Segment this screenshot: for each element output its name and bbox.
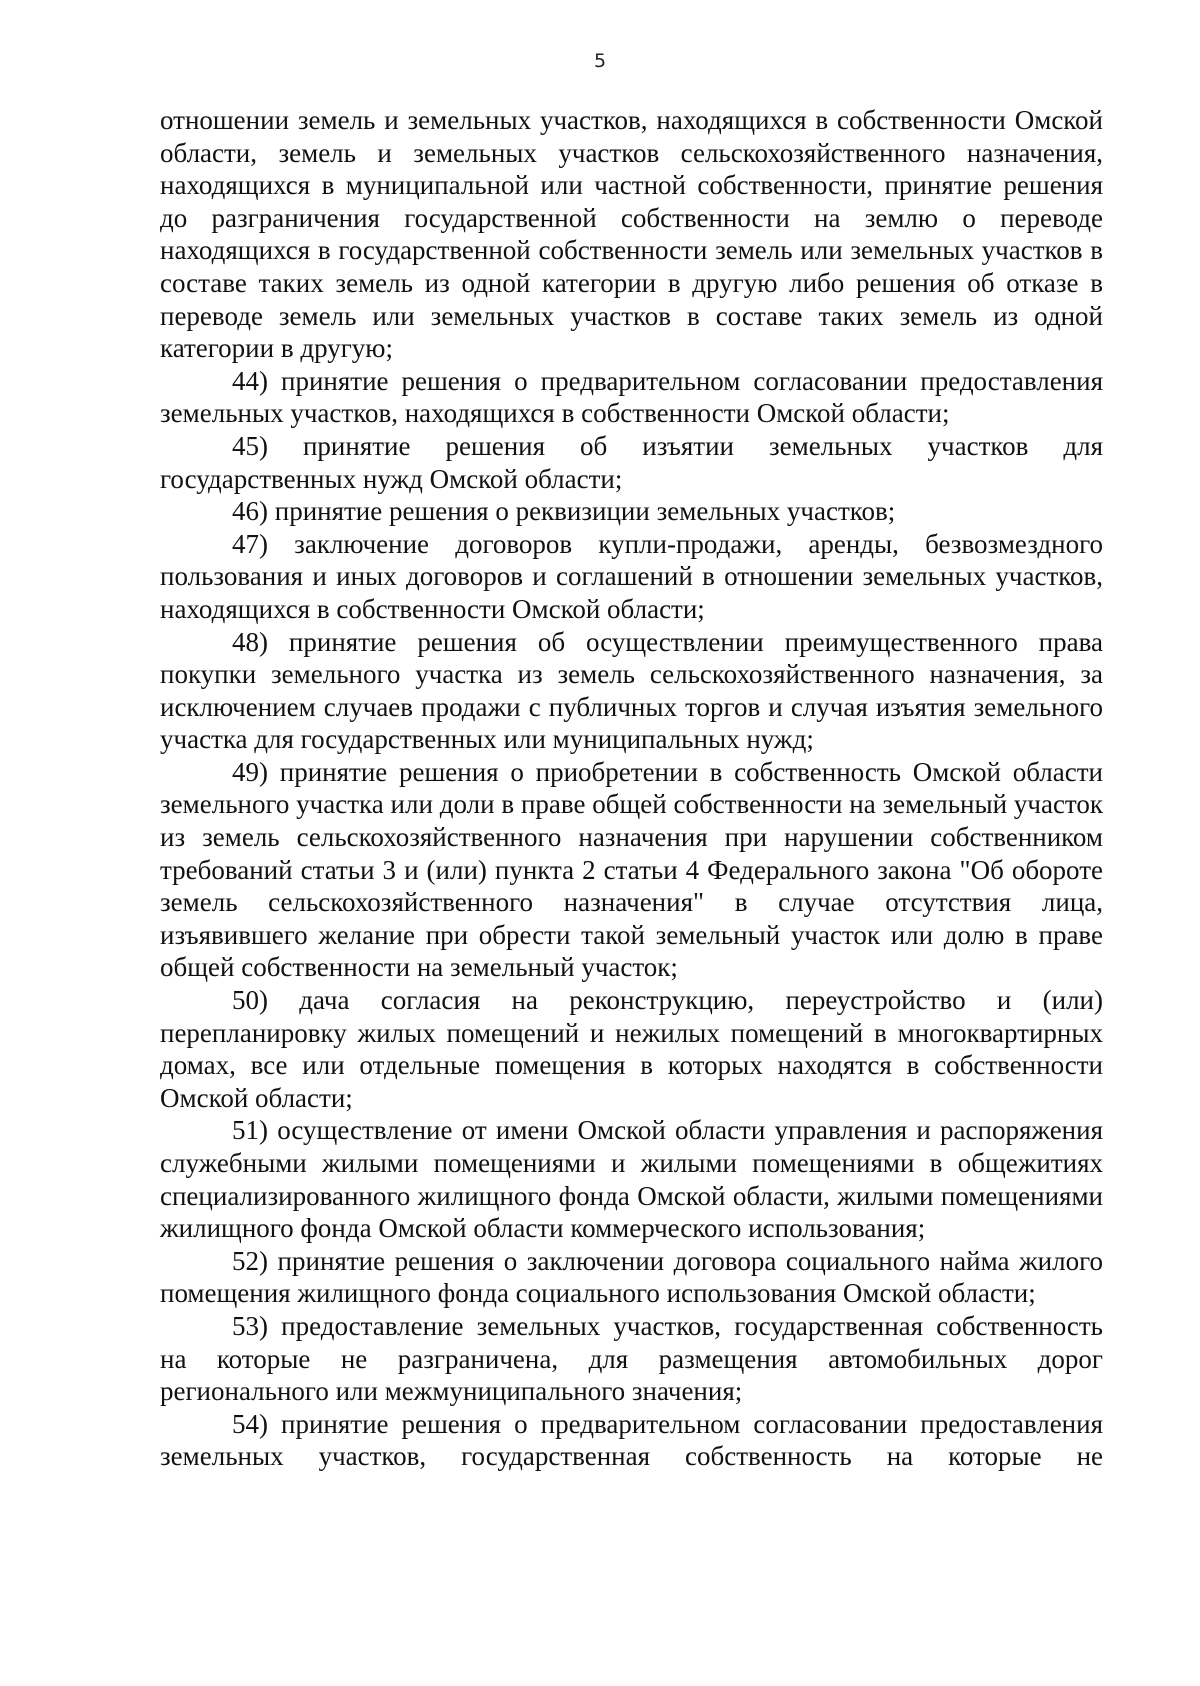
document-body xyxy=(160,104,1103,1473)
paragraph-item-50: 50) дача согласия на реконструкцию, переустройство и (или) перепланировку жилых помещений и нежилых помещений в многоквартирных домах, все или отдельные помещения в которых находятся в собственности Омской области; xyxy=(160,985,1103,1113)
paragraph-item-52: 52) принятие решения о заключении договора социального найма жилого помещения жилищного фонда социального использования Омской области; xyxy=(160,1245,1103,1309)
paragraph-continuation: отношении земель и земельных участков, находящихся в собственности Омской области, земель и земельных участков сельскохозяйственного назначения, находящихся в муниципальной или частной собственности, принятие решения до разграничения государственной собственности на землю о переводе находящихся в государственной собственности земель или земельных участков в составе таких земель из одной категории в другую либо решения об отказе в переводе земель или земельных участков в составе таких земель из одной категории в другую; xyxy=(160,105,1103,364)
paragraph-item-46: 46) принятие решения о реквизиции земельных участков; xyxy=(232,496,896,527)
paragraph-item-44: 44) принятие решения о предварительном согласовании предоставления земельных участков, находящихся в собственности Омской области; xyxy=(160,365,1103,429)
paragraph-item-53: 53) предоставление земельных участков, государственная собственность на которые не разграничена, для размещения автомобильных дорог регионального или межмуниципального значения; xyxy=(160,1310,1103,1407)
paragraph-item-45: 45) принятие решения об изъятии земельных участков для государственных нужд Омской области; xyxy=(160,430,1103,494)
paragraph-item-51: 51) осуществление от имени Омской области управления и распоряжения служебными жилыми помещениями и жилыми помещениями в общежитиях специализированного жилищного фонда Омской области, жилыми помещениями жилищного фонда Омской области коммерческого использования; xyxy=(160,1115,1103,1244)
paragraph-item-54: 54) принятие решения о предварительном согласовании предоставления земельных участков, государственная собственность на которые не xyxy=(160,1408,1103,1472)
paragraph-item-47: 47) заключение договоров купли-продажи, аренды, безвозмездного пользования и иных договоров и соглашений в отношении земельных участков, находящихся в собственности Омской области; xyxy=(160,528,1103,624)
page-number: 5 xyxy=(593,50,607,72)
paragraph-item-49: 49) принятие решения о приобретении в собственность Омской области земельного участка или доли в праве общей собственности на земельный участок из земель сельскохозяйственного назначения при нарушении собственником требований статьи 3 и (или) пункта 2 статьи 4 Федерального закона "Об обороте земель сельскохозяйственного назначения" в случае отсутствия лица, изъявившего желание при обрести такой земельный участок или долю в праве общей собственности на земельный участок; xyxy=(160,756,1103,983)
paragraph-item-48: 48) принятие решения об осуществлении преимущественного права покупки земельного участка из земель сельскохозяйственного назначения, за исключением случаев продажи с публичных торгов и случая изъятия земельного участка для государственных или муниципальных нужд; xyxy=(160,626,1103,755)
